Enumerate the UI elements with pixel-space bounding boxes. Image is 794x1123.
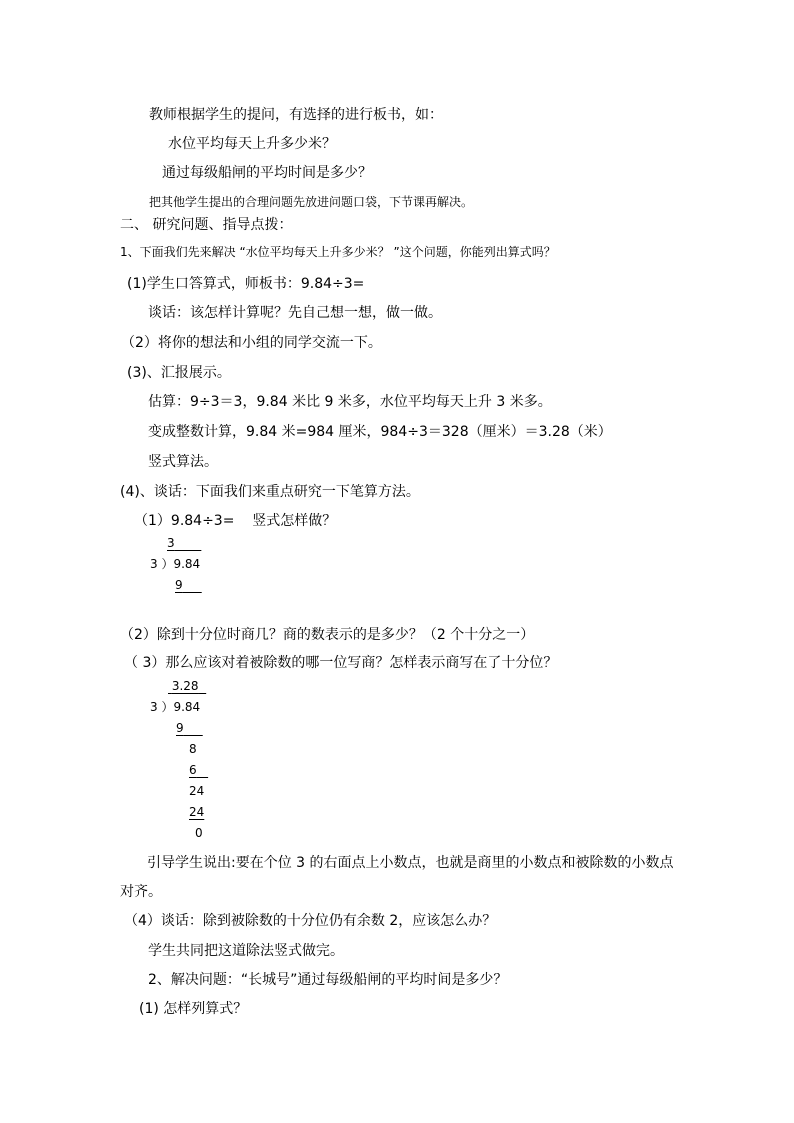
step: 8 (189, 742, 197, 756)
question-1: 水位平均每天上升多少米？ (168, 136, 336, 152)
paragraph: (1) 怎样列算式？ (139, 1001, 248, 1017)
paragraph: (1)学生口答算式，师板书：9.84÷3= (127, 276, 365, 292)
step: 9 (176, 721, 184, 735)
paragraph: 对齐。 (120, 884, 162, 900)
paragraph: 学生共同把这道除法竖式做完。 (148, 943, 344, 959)
paragraph: 1、下面我们先来解决 “水位平均每天上升多少米？ ”这个问题，你能列出算式吗？ (120, 245, 556, 259)
paragraph: 竖式算法。 (148, 454, 218, 470)
step: 9 (175, 578, 183, 592)
paragraph: 变成整数计算，9.84 米=984 厘米，984÷3＝328（厘米）＝3.28（米） (148, 424, 612, 440)
paragraph: （2）将你的想法和小组的同学交流一下。 (121, 335, 382, 351)
paragraph: 2、解决问题：“长城号”通过每级船闸的平均时间是多少？ (148, 972, 508, 988)
paragraph: （ 3）那么应该对着被除数的哪一位写商？怎样表示商写在了十分位？ (124, 655, 558, 671)
paragraph: (3)、汇报展示。 (127, 365, 231, 381)
paragraph: (4)、谈话：下面我们来重点研究一下笔算方法。 (120, 484, 420, 500)
paragraph: 教师根据学生的提问，有选择的进行板书，如： (149, 107, 443, 123)
step: 24 (189, 805, 205, 819)
step: 0 (195, 826, 203, 840)
paragraph: 估算：9÷3＝3，9.84 米比 9 米多，水位平均每天上升 3 米多。 (148, 394, 552, 410)
paragraph: 谈话：该怎样计算呢？先自己想一想，做一做。 (148, 305, 442, 321)
question-2: 通过每级船闸的平均时间是多少？ (162, 165, 372, 181)
divisor-dividend: 3 ）9.84 (150, 700, 201, 714)
paragraph: （1）9.84÷3= 竖式怎样做？ (134, 513, 337, 529)
paragraph: （4）谈话：除到被除数的十分位仍有余数 2，应该怎么办？ (124, 913, 497, 929)
divisor-dividend: 3 ）9.84 (150, 557, 201, 571)
paragraph: 引导学生说出:要在个位 3 的右面点上小数点，也就是商里的小数点和被除数的小数点 (147, 855, 674, 871)
paragraph: 把其他学生提出的合理问题先放进问题口袋，下节课再解决。 (149, 195, 474, 209)
quotient: 3 (167, 536, 175, 550)
section-heading: 二、 研究问题、指导点拨： (120, 217, 293, 233)
quotient: 3.28 (171, 679, 199, 693)
step: 6 (189, 763, 197, 777)
step: 24 (189, 784, 205, 798)
paragraph: （2）除到十分位时商几？商的数表示的是多少？（2 个十分之一） (120, 627, 535, 643)
